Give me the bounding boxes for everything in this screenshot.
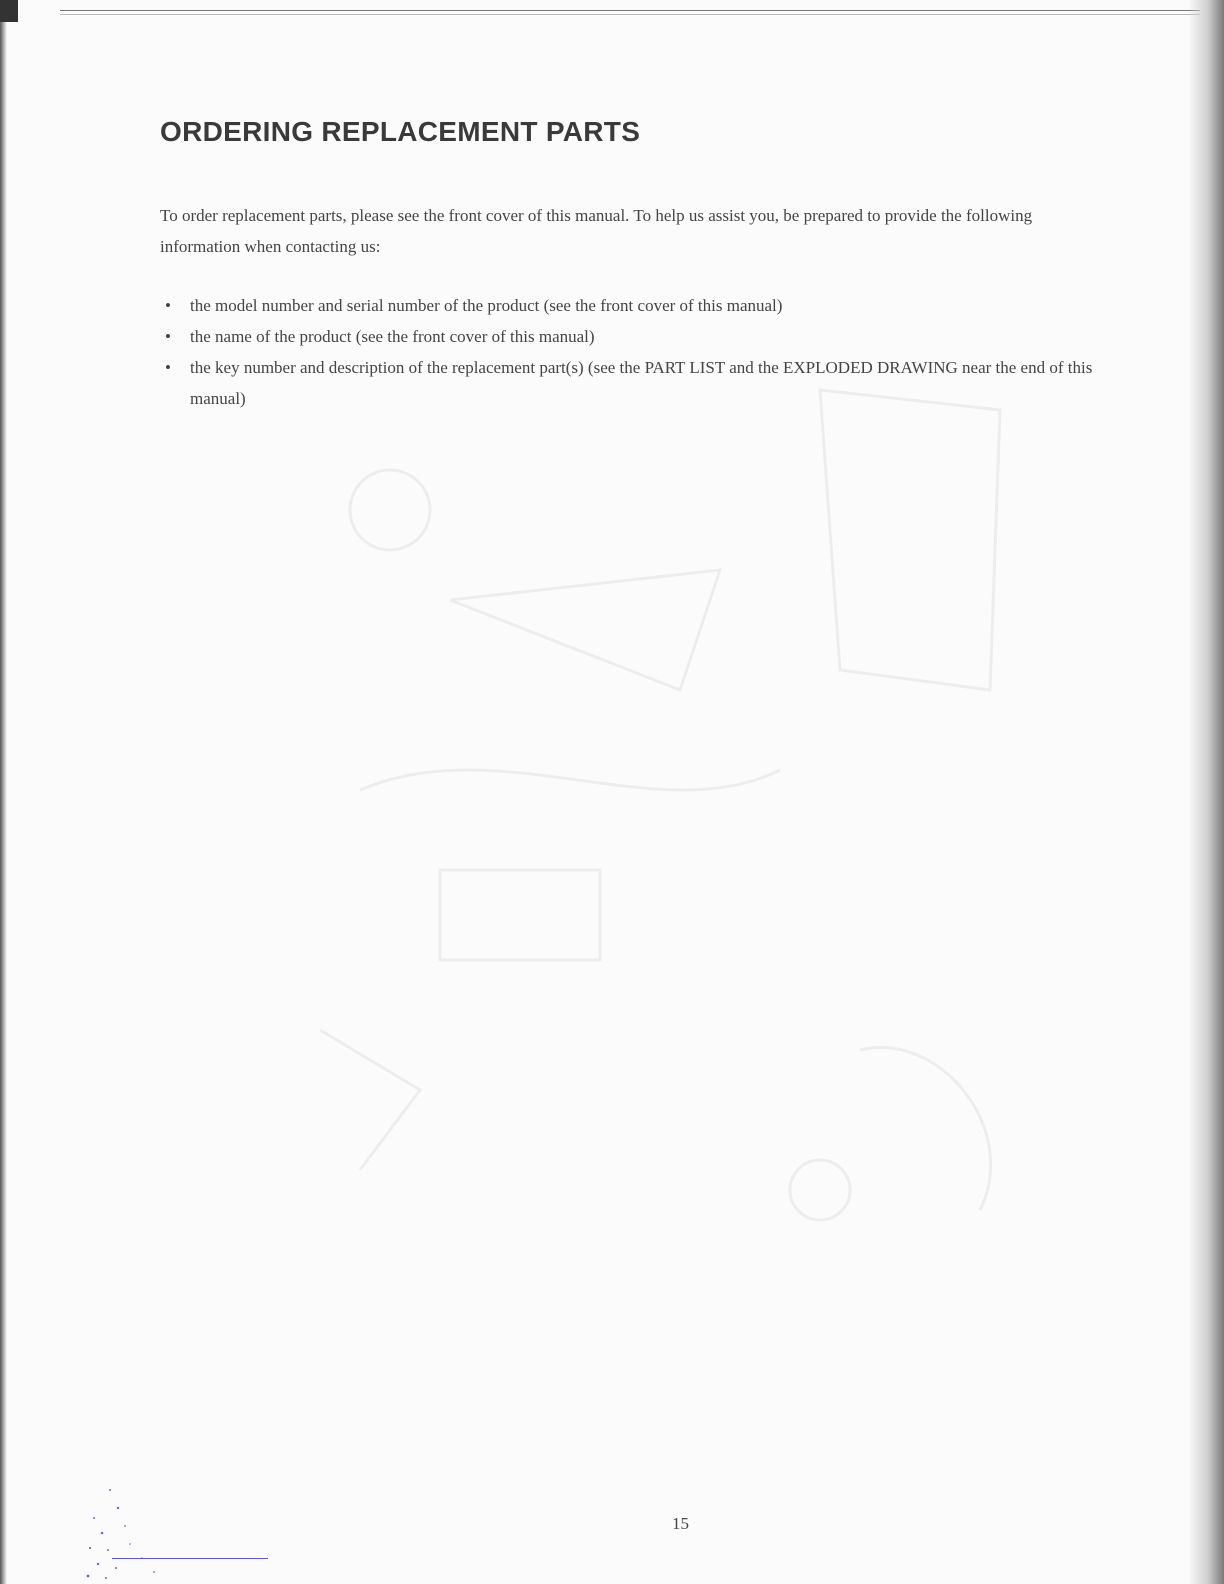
list-item: [160, 290, 1100, 321]
scan-top-rule-secondary: [60, 14, 1200, 15]
scan-top-rule: [60, 10, 1200, 11]
scan-left-edge: [0, 0, 7, 1584]
list-item-text: the name of the product (see the front cover of this manual): [190, 327, 595, 346]
required-info-list: [160, 290, 1100, 414]
list-item-text: the model number and serial number of the product (see the front cover of this manual): [190, 296, 783, 315]
bleed-through-drawing: [300, 270, 1100, 1290]
scan-bottom-rule: [112, 1558, 268, 1559]
bullet-icon: •: [165, 296, 171, 315]
page-number: 15: [672, 1514, 689, 1533]
scan-speckle-noise: [80, 1478, 190, 1584]
list-item-text: the key number and description of the replacement part(s) (see the PART LIST and the EXPLODED DRAWING near the end of this manual): [190, 358, 1093, 408]
scan-right-shadow: [1188, 0, 1224, 1584]
bullet-icon: •: [165, 358, 171, 377]
scan-corner-mark: [0, 0, 18, 22]
list-item: [160, 352, 1100, 414]
list-item: [160, 321, 1100, 352]
page-title: ORDERING REPLACEMENT PARTS: [160, 116, 641, 147]
bullet-icon: •: [165, 327, 171, 346]
intro-paragraph: To order replacement parts, please see the front cover of this manual. To help us assist you, be prepared to provide the following information when contacting us:: [160, 206, 1033, 256]
